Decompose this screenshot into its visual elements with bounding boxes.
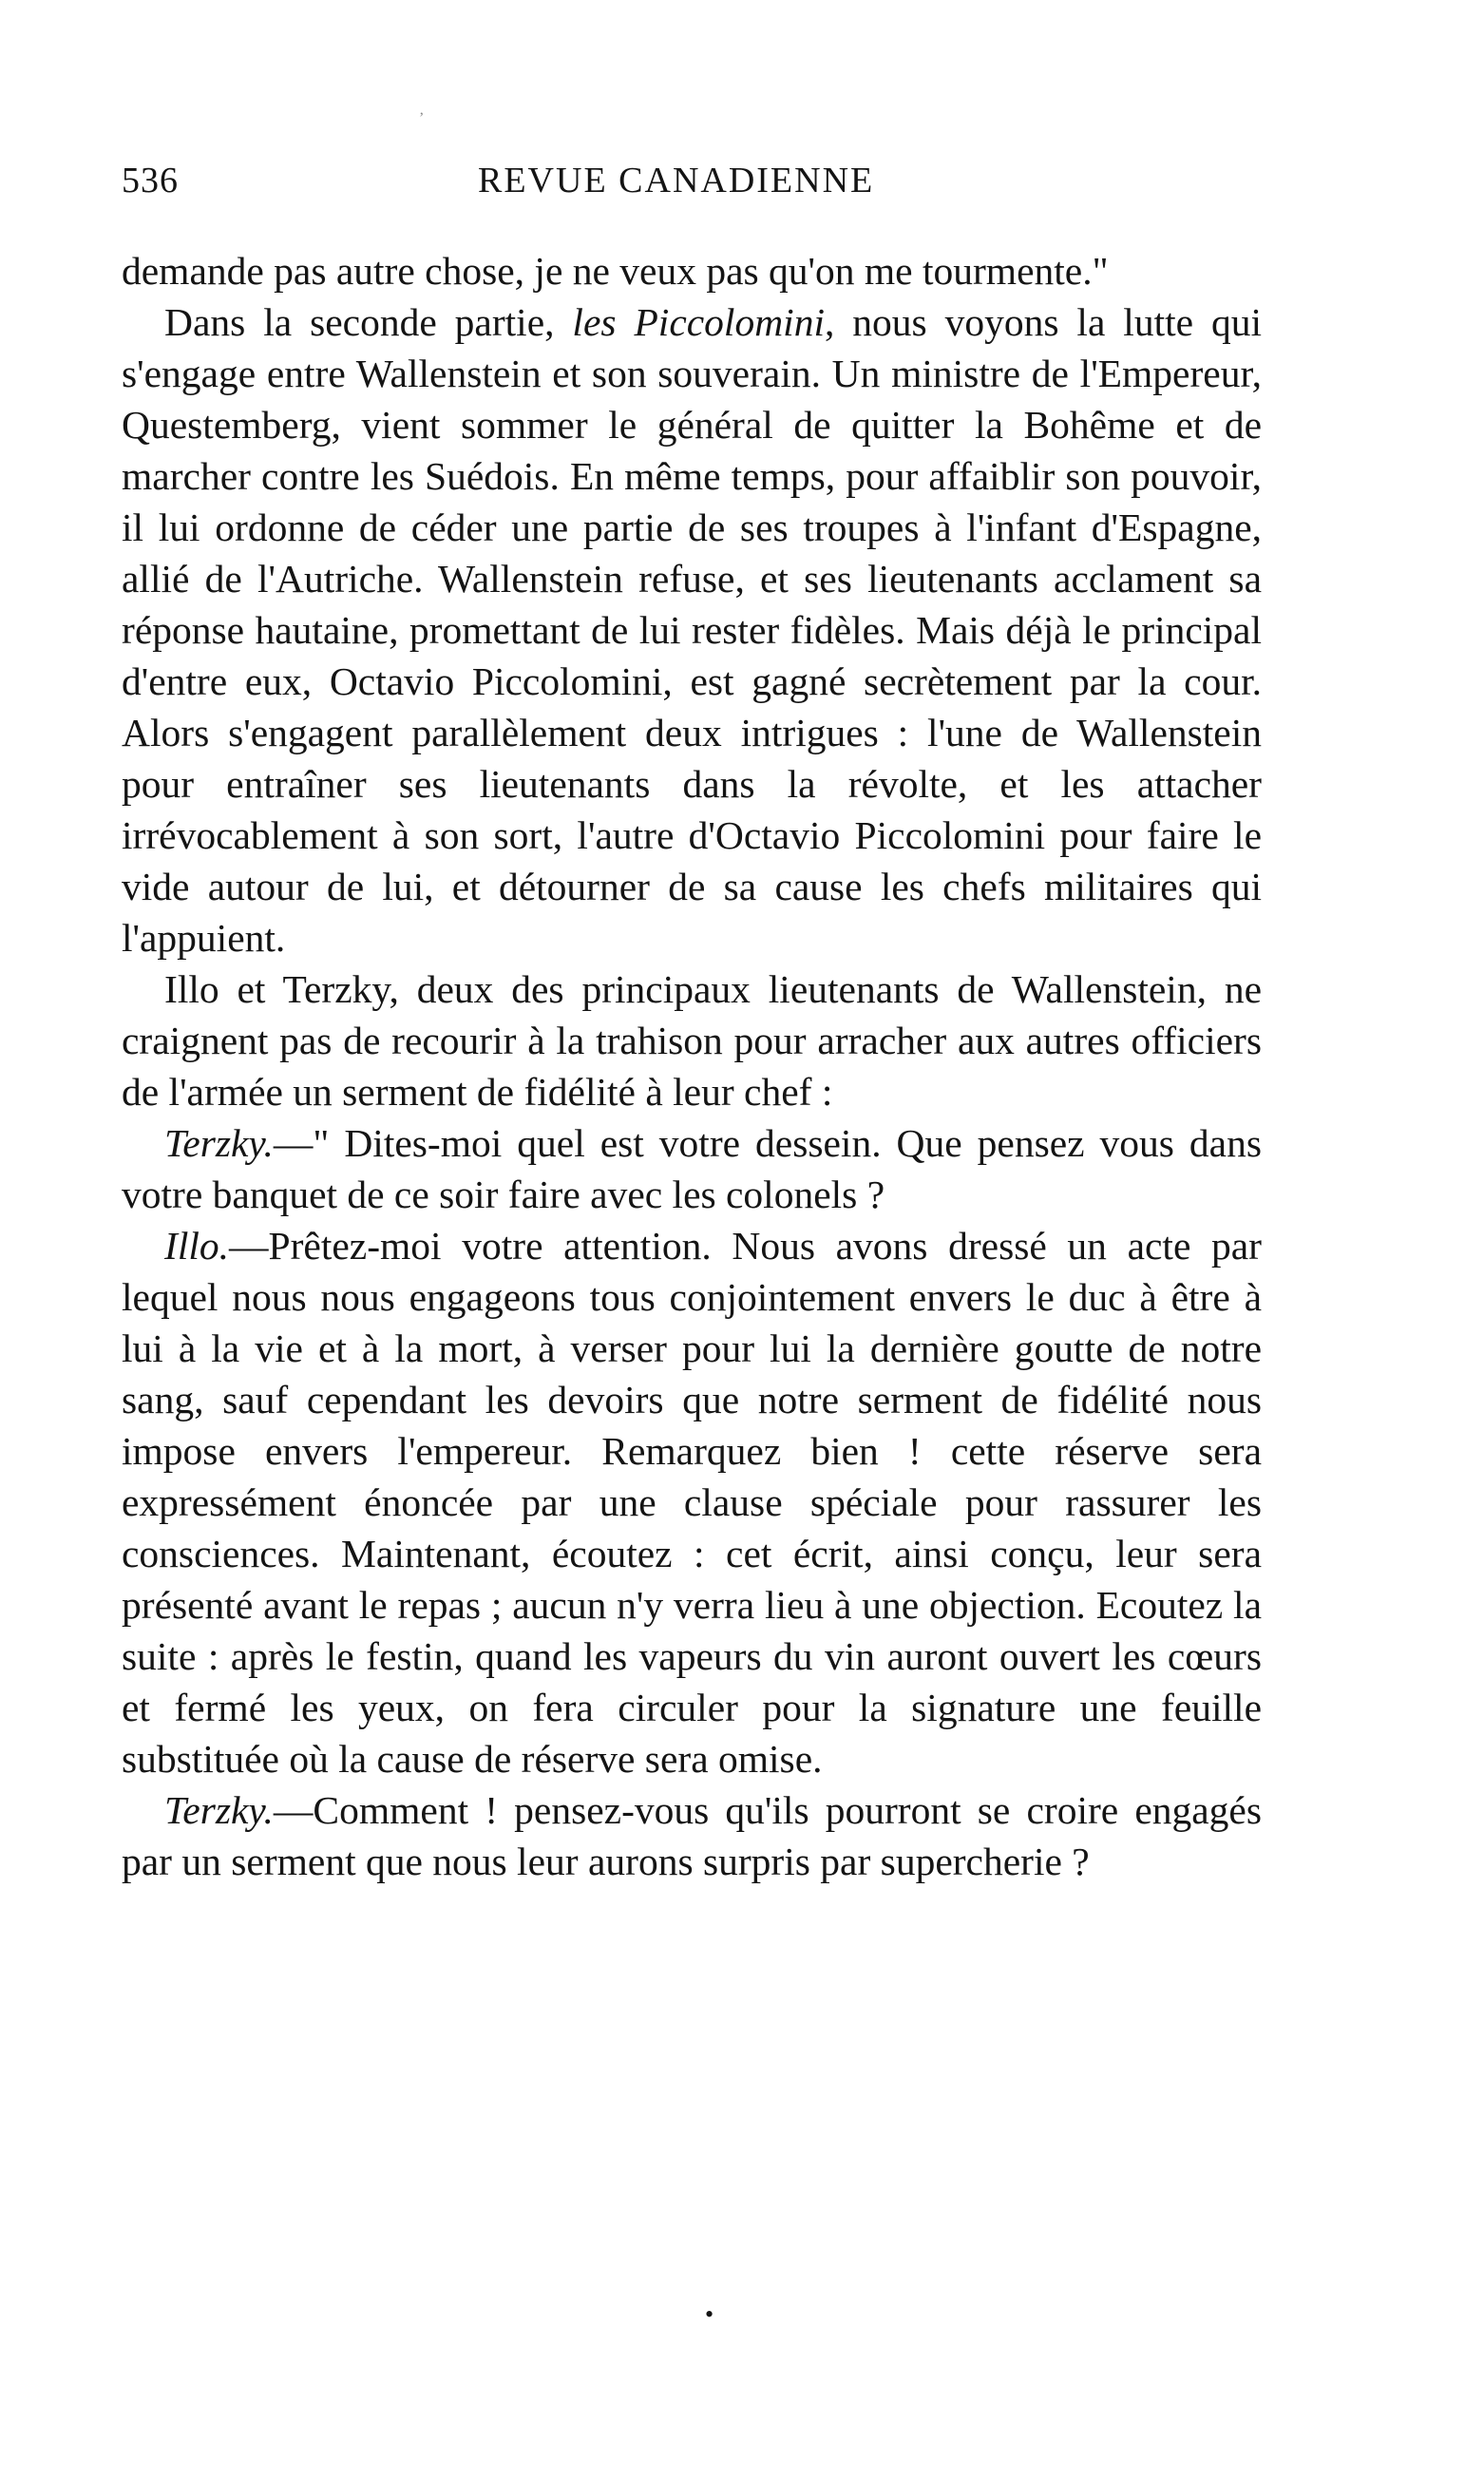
speaker-name: Illo. xyxy=(164,1224,230,1268)
paragraph-piccolomini xyxy=(122,296,1262,963)
body-text xyxy=(122,245,1262,1887)
page-header xyxy=(122,160,1262,217)
dialogue-illo xyxy=(122,1220,1262,1784)
running-head: REVUE CANADIENNE xyxy=(478,161,875,200)
dialogue-terzky-1 xyxy=(122,1117,1262,1220)
paragraph-text-before: Dans la seconde partie, xyxy=(164,300,573,344)
work-title: les Piccolomini xyxy=(572,300,825,344)
dialogue-text: —Comment ! pensez-vous qu'ils pourront se croire engagés par un serment que nous leur aurons surpris par supercherie ? xyxy=(122,1788,1262,1883)
paragraph-continuation xyxy=(122,245,1262,296)
paragraph-illo-terzky xyxy=(122,963,1262,1117)
paragraph-text: demande pas autre chose, je ne veux pas qu'on me tourmente." xyxy=(122,249,1109,293)
dialogue-text: —" Dites-moi quel est votre dessein. Que pensez vous dans votre banquet de ce soir faire avec les colonels ? xyxy=(122,1121,1262,1216)
dialogue-text: —Prêtez-moi votre attention. Nous avons dressé un acte par lequel nous nous engageons tous conjointement envers le duc à être à lui à la vie et à la mort, à verser pour lui la dernière goutte de notre sang, sauf cependant les devoirs que notre serment de fidélité nous impose envers l'empereur. Remarquez bien ! cette réserve sera expressément énoncée par une clause spéciale pour rassurer les consciences. Maintenant, écoutez : cet écrit, ainsi conçu, leur sera présenté avant le repas ; aucun n'y verra lieu à une objection. Ecoutez la suite : après le festin, quand les vapeurs du vin auront ouvert les cœurs et fermé les yeux, on fera circuler pour la signature une feuille substituée où la cause de réserve sera omise. xyxy=(122,1224,1262,1781)
paragraph-text: Illo et Terzky, deux des principaux lieutenants de Wallenstein, ne craignent pas de recourir à la trahison pour arracher aux autres officiers de l'armée un serment de fidélité à leur chef : xyxy=(122,967,1262,1114)
print-speck: ʼ xyxy=(419,110,425,126)
footer-mark: • xyxy=(705,2300,714,2328)
speaker-name: Terzky. xyxy=(164,1121,274,1165)
paragraph-text-after: , nous voyons la lutte qui s'engage entre Wallenstein et son souverain. Un ministre de l'Empereur, Questemberg, vient sommer le général de quitter la Bohême et de marcher contre les Suédois. En même temps, pour affaiblir son pouvoir, il lui ordonne de céder une partie de ses troupes à l'infant d'Espagne, allié de l'Autriche. Wallenstein refuse, et ses lieutenants acclament sa réponse hautaine, promettant de lui rester fidèles. Mais déjà le principal d'entre eux, Octavio Piccolomini, est gagné secrètement par la cour. Alors s'engagent parallèlement deux intrigues : l'une de Wallenstein pour entraîner ses lieutenants dans la révolte, et les attacher irrévocablement à son sort, l'autre d'Octavio Piccolomini pour faire le vide autour de lui, et détourner de sa cause les chefs militaires qui l'appuient. xyxy=(122,300,1262,960)
dialogue-terzky-2 xyxy=(122,1784,1262,1887)
speaker-name: Terzky. xyxy=(164,1788,274,1832)
page-number: 536 xyxy=(122,161,179,200)
